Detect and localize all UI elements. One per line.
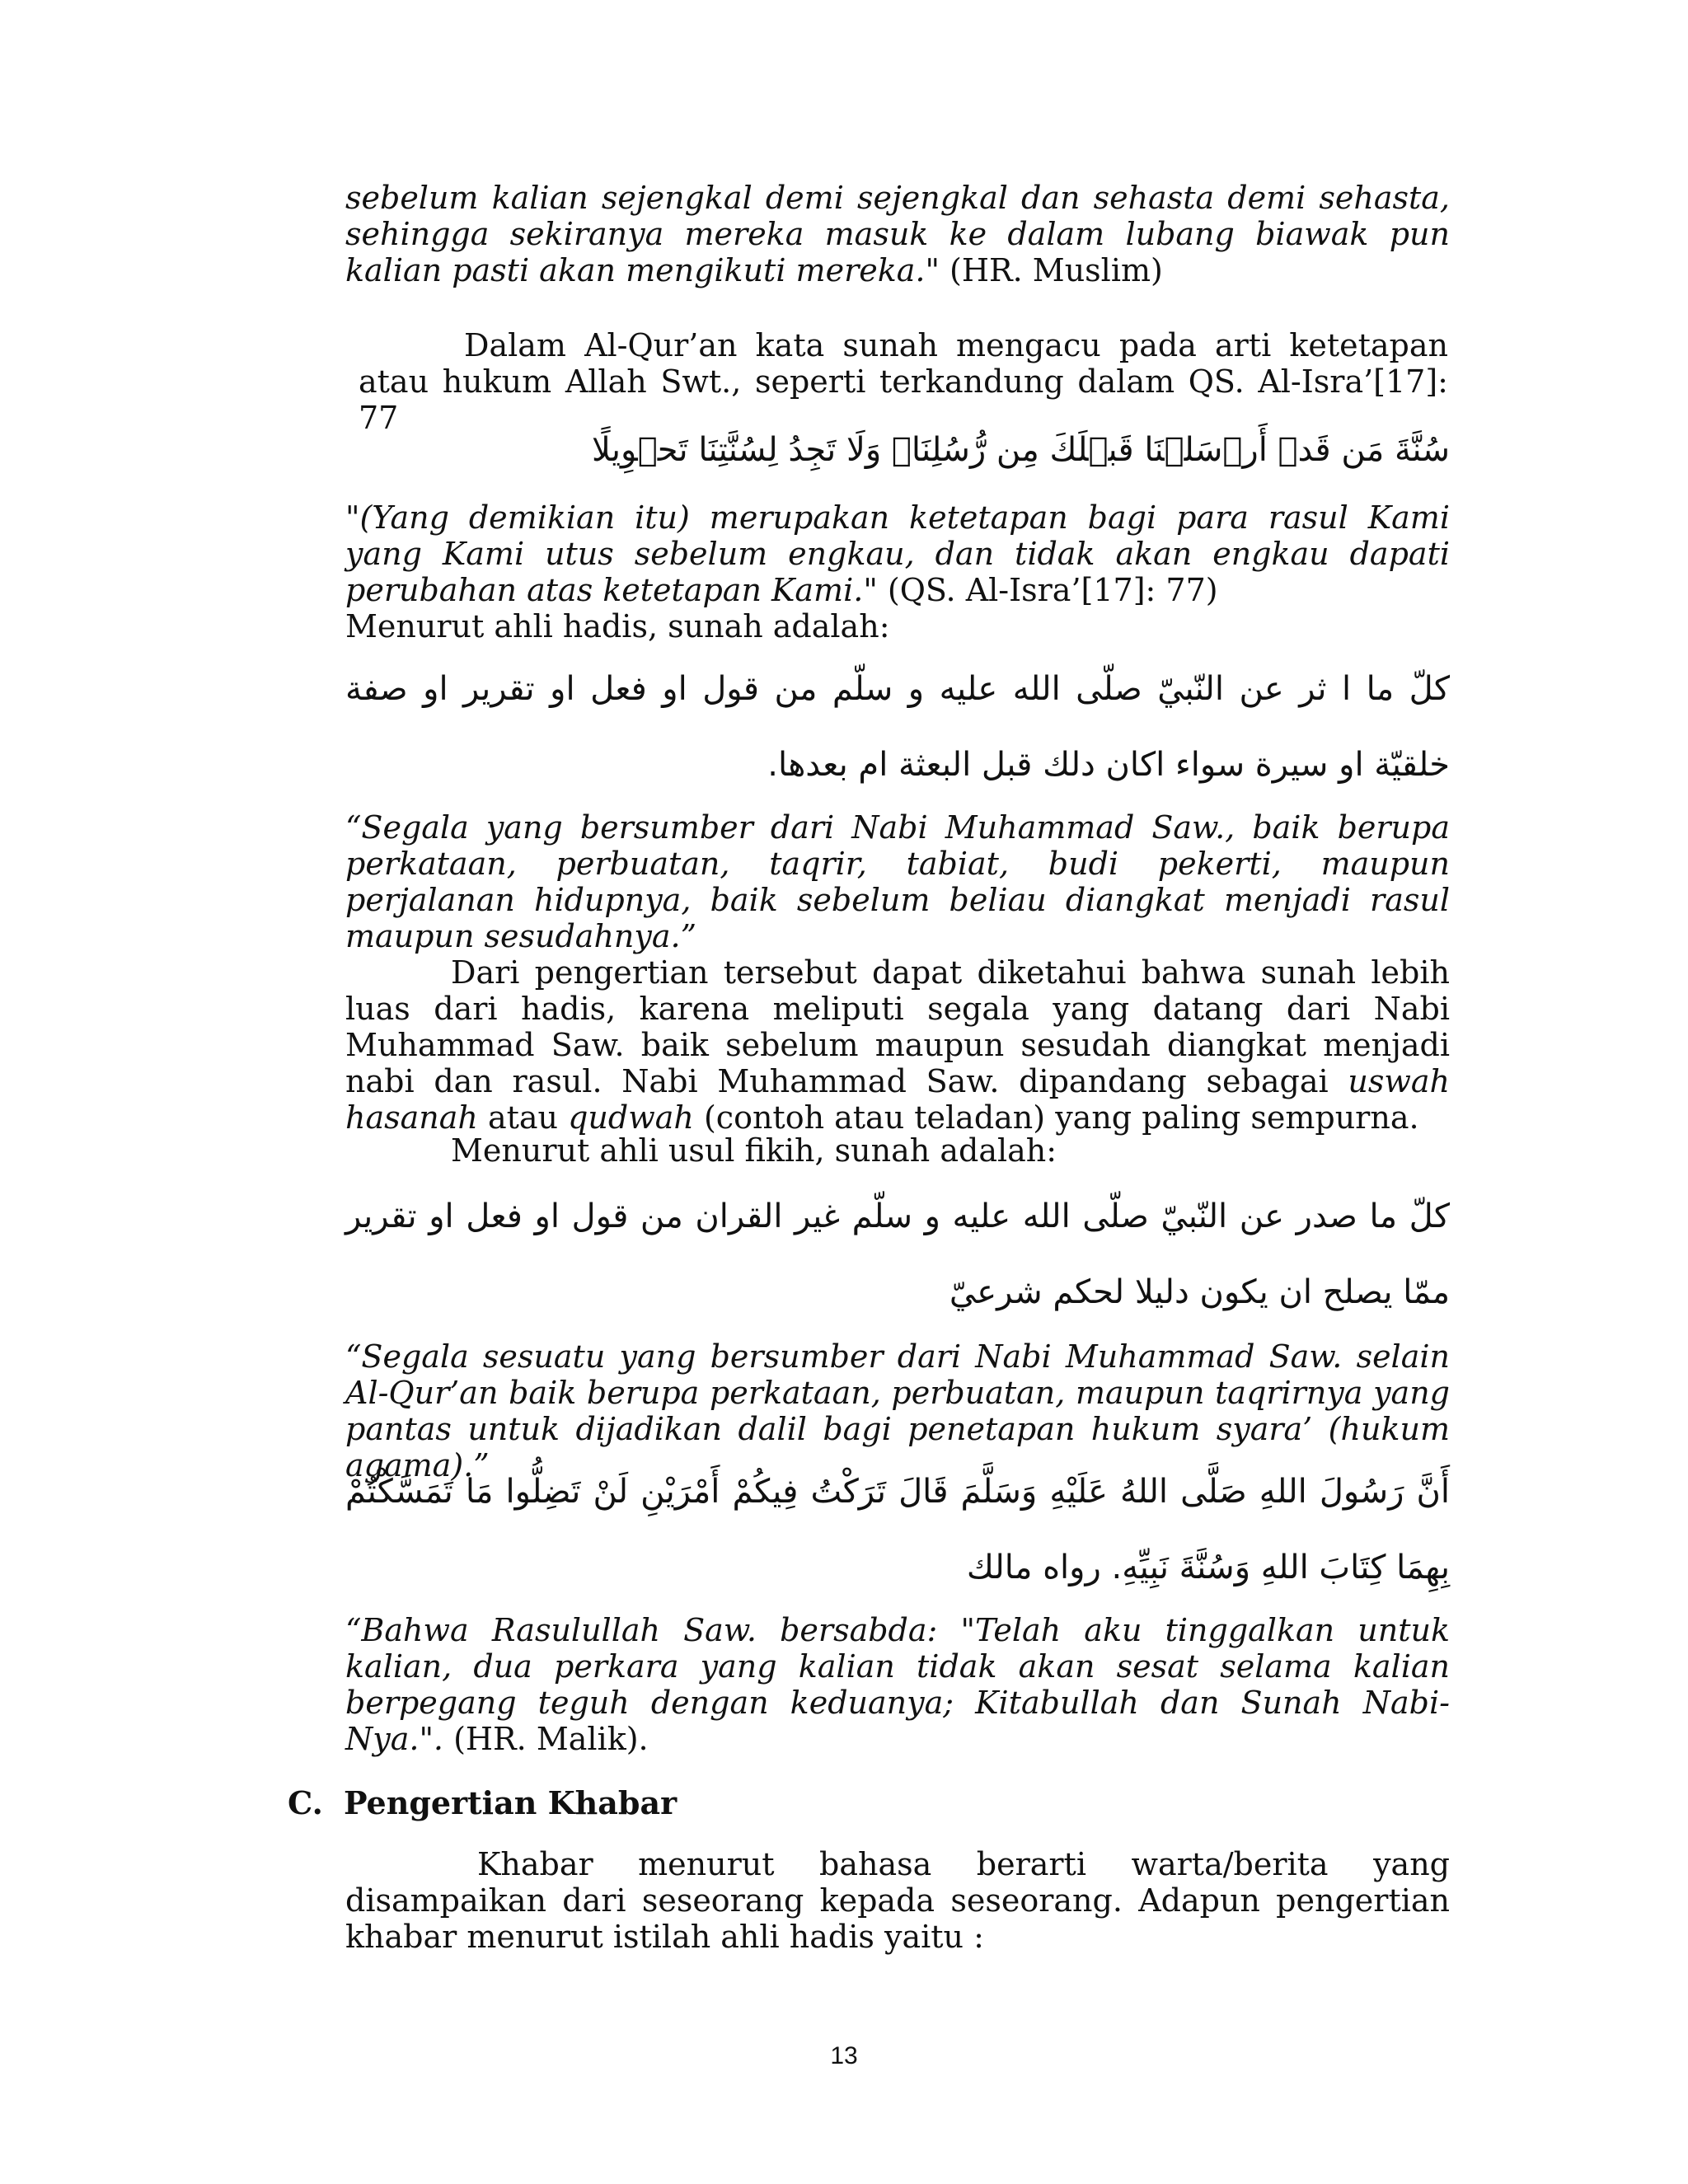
paragraph-text-3: (contoh atau teladan) yang paling sempurna.: [693, 1099, 1419, 1136]
translation-text: "(Yang demikian itu) merupakan ketetapan bagi para rasul Kami yang Kami utus sebelum engkau, dan tidak akan engkau dapati perubahan atas ketetapan Kami.": [345, 499, 1450, 608]
paragraph-text: Dalam Al-Qur’an kata sunah mengacu pada arti ketetapan atau hukum Allah Swt., seperti terkandung dalam QS. Al-Isra’[17]: 77: [359, 327, 1448, 436]
intro-text: Menurut ahli hadis, sunah adalah:: [345, 608, 890, 644]
paragraph-khabar: [345, 1846, 1450, 1955]
term-uswah-hasanah: uswah hasanah: [345, 1063, 1450, 1136]
translation-definition-hadis: [345, 809, 1450, 954]
section-letter: C.: [288, 1784, 323, 1821]
arabic-verse-isra-77: [345, 412, 1450, 488]
translation-text: “Bahwa Rasulullah Saw. bersabda: "Telah aku tinggalkan untuk kalian, dua perkara yang kalian tidak akan sesat selama kalian berpegang teguh dengan keduanya; Kitabullah dan Sunah Nabi-Nya.".: [345, 1612, 1450, 1757]
term-qudwah: qudwah: [568, 1099, 694, 1136]
quote-source: (HR. Muslim): [939, 252, 1163, 288]
intro-text: Menurut ahli usul fikih, sunah adalah:: [451, 1132, 1057, 1169]
quote-text: sebelum kalian sejengkal demi sejengkal dan sehasta demi sehasta, sehingga sekiranya mereka masuk ke dalam lubang biawak pun kalian pasti akan mengikuti mereka.": [345, 180, 1450, 288]
translation-source: (QS. Al-Isra’[17]: 77): [877, 572, 1218, 608]
arabic-text: سُنَّةَ مَن قَدۡ أَرۡسَلۡنَا قَبۡلَكَ مِن رُّسُلِنَاۖ وَلَا تَجِدُ لِسُنَّتِنَا تَحۡوِيلًا: [592, 431, 1450, 469]
paragraph-text-1: Dari pengertian tersebut dapat diketahui bahwa sunah lebih luas dari hadis, karena meliputi segala yang datang dari Nabi Muhammad Saw. baik sebelum maupun sesudah diangkat menjadi nabi dan rasul. Nabi Muhammad Saw. dipandang sebagai: [345, 954, 1450, 1099]
usul-definition-intro: [345, 1132, 1450, 1169]
arabic-hadis-malik: [345, 1454, 1450, 1605]
continuation-quote: [345, 180, 1450, 288]
paragraph-sunah-luas: [345, 954, 1450, 1136]
arabic-definition-hadis: [345, 651, 1450, 803]
section-title: Pengertian Khabar: [344, 1784, 678, 1821]
translation-isra-77: [345, 499, 1450, 608]
section-heading-c: [288, 1785, 677, 1821]
arabic-text: أَنَّ رَسُولَ اللهِ صَلَّى اللهُ عَلَيْهِ وَسَلَّمَ قَالَ تَرَكْتُ فِيكُمْ أَمْرَيْنِ لَنْ تَضِلُّوا مَا تَمَسَّكْتُمْ بِهِمَا كِتَابَ اللهِ وَسُنَّةَ نَبِيِّهِ. رواه مالك: [345, 1473, 1450, 1586]
arabic-definition-usul: [345, 1179, 1450, 1330]
hadis-definition-intro: [345, 608, 1450, 644]
paragraph-text: Khabar menurut bahasa berarti warta/berita yang disampaikan dari seseorang kepada seseorang. Adapun pengertian khabar menurut istilah ahli hadis yaitu :: [345, 1846, 1450, 1955]
arabic-text: كلّ ما صدر عن النّبيّ صلّى الله عليه و سلّم غير القران من قول او فعل او تقرير ممّا يصلح ان يكون دليلا لحكم شرعيّ: [345, 1197, 1450, 1311]
page-number: 13: [830, 2042, 858, 2069]
translation-source: (HR. Malik).: [443, 1721, 649, 1757]
paragraph-text-2: atau: [477, 1099, 569, 1136]
translation-text: “Segala yang bersumber dari Nabi Muhammad Saw., baik berupa perkataan, perbuatan, taqrir, tabiat, budi pekerti, maupun perjalanan hidupnya, baik sebelum beliau diangkat menjadi rasul maupun sesudahnya.”: [345, 809, 1450, 954]
translation-text: “Segala sesuatu yang bersumber dari Nabi Muhammad Saw. selain Al-Qur’an baik berupa perkataan, perbuatan, maupun taqrirnya yang pantas untuk dijadikan dalil bagi penetapan hukum syara’ (hukum agama).”: [345, 1338, 1450, 1483]
translation-hadis-malik: [345, 1612, 1450, 1757]
arabic-text: كلّ ما ا ثر عن النّبيّ صلّى الله عليه و سلّم من قول او فعل او تقرير او صفة خلقيّة او سيرة سواء اكان دلك قبل البعثة ام بعدها.: [345, 670, 1450, 784]
